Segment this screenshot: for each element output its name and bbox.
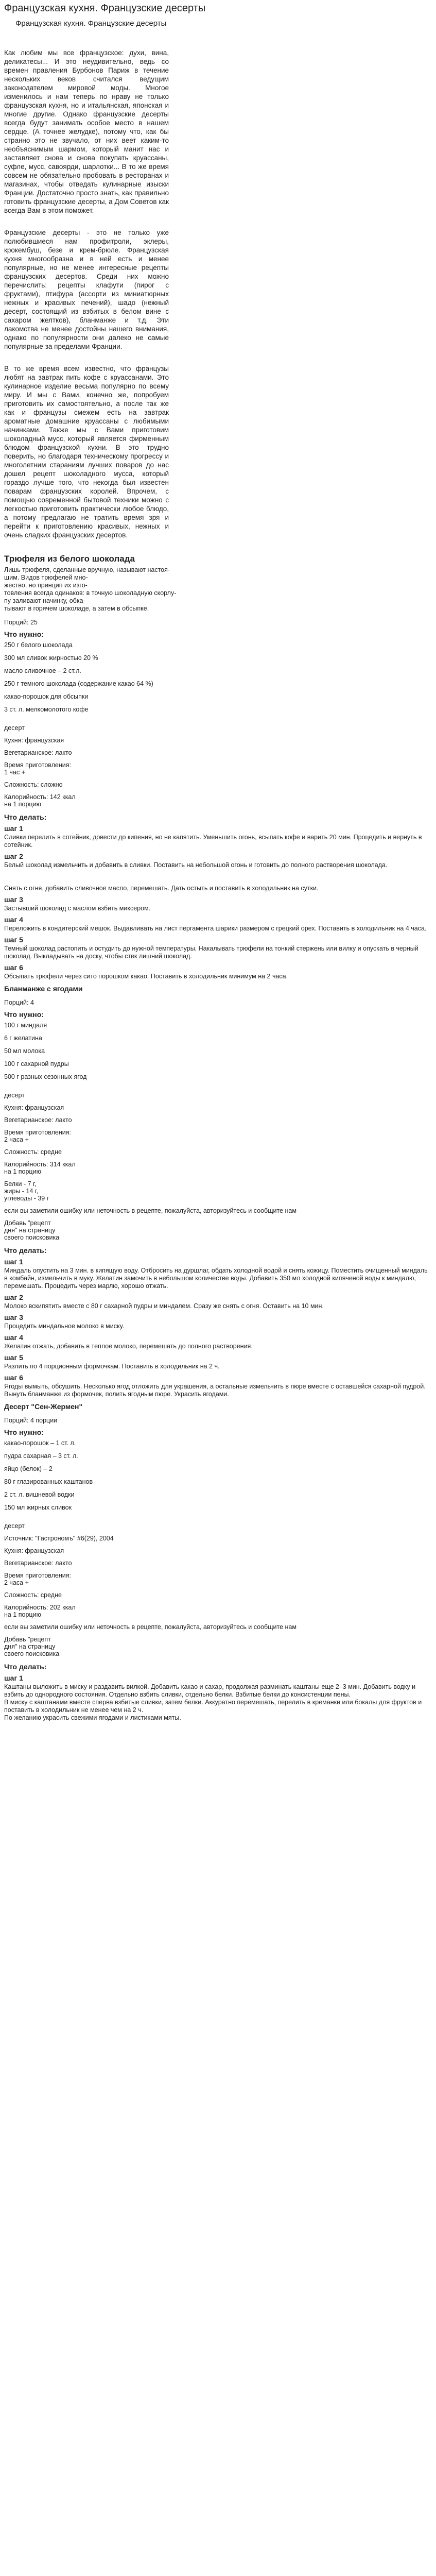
meta-item: Кухня: французская bbox=[4, 737, 64, 744]
step-heading: шаг 4 bbox=[4, 1333, 23, 1342]
meta-item: Белки - 7 г, жиры - 14 г, углеводы - 39 г bbox=[4, 1180, 49, 1202]
ingredient-item: 6 г желатина bbox=[4, 1035, 42, 1042]
step-heading: шаг 6 bbox=[4, 963, 23, 972]
step-heading: шаг 6 bbox=[4, 1374, 23, 1382]
step-heading: шаг 5 bbox=[4, 1353, 23, 1362]
step-text: Молоко вскипятить вместе с 80 г сахарной пудры и миндалем. Сразу же снять с огня. Оставить на 10 мин. bbox=[4, 1302, 324, 1310]
meta-item: десерт bbox=[4, 1522, 25, 1530]
recipe-blancmange bbox=[4, 985, 432, 1398]
ingredients-list bbox=[4, 1439, 432, 1511]
ingredient-item: 300 мл сливок жирностью 20 % bbox=[4, 654, 98, 662]
ingredients-heading: Что нужно: bbox=[4, 1428, 44, 1436]
report-error-link[interactable]: если вы заметили ошибку или неточность в рецепте, пожалуйста, авторизуйтесь и сообщите нам bbox=[4, 1207, 297, 1214]
ingredients-heading: Что нужно: bbox=[4, 630, 44, 638]
portions: Порций: 4 порции bbox=[4, 1417, 58, 1424]
steps-heading: Что делать: bbox=[4, 1246, 47, 1255]
recipe-meta bbox=[4, 1092, 432, 1241]
step-heading: шаг 3 bbox=[4, 1313, 23, 1321]
ingredient-item: 2 ст. л. вишневой водки bbox=[4, 1491, 75, 1498]
ingredients-list bbox=[4, 1022, 432, 1080]
add-recipe-of-day-link[interactable]: Добавь "рецепт дня" на страницу своего поисковика bbox=[4, 1636, 60, 1657]
ingredient-item: пудра сахарная – 3 ст. л. bbox=[4, 1452, 78, 1460]
meta-item: Сложность: сложно bbox=[4, 781, 63, 788]
step-text: Обсыпать трюфели через сито порошком какао. Поставить в холодильник минимум на 2 часа. bbox=[4, 973, 288, 980]
recipe-meta bbox=[4, 1522, 432, 1657]
step-heading: шаг 5 bbox=[4, 936, 23, 944]
step-text: Миндаль опустить на 3 мин. в кипящую воду. Отбросить на дуршлаг, обдать холодной водой и снять кожицу. Поместить очищенный миндаль в комбайн, измельчить в муку. Желатин замочить в небольшом количестве воды. Добавить 350 мл холодной кипяченой воды к миндалю, перемешать. Процедить через марлю, хорошо отжать. bbox=[4, 1267, 428, 1290]
step-text: Сливки перелить в сотейник, довести до кипения, но не капятить. Уменьшить огонь, всыпать кофе и варить 20 мин. Процедить и вернуть в сотейник. bbox=[4, 834, 422, 849]
report-error-link[interactable]: если вы заметили ошибку или неточность в рецепте, пожалуйста, авторизуйтесь и сообщите нам bbox=[4, 1623, 297, 1631]
step-heading: шаг 2 bbox=[4, 852, 23, 860]
step-heading: шаг 4 bbox=[4, 916, 23, 924]
step-heading: шаг 1 bbox=[4, 824, 23, 833]
intro-paragraph: Французские десерты - это не только уже полюбившиеся нам профитроли, эклеры, крокембуш, безе и крем-брюле. Французская кухня многообразна и в ней есть и менее популярные, но не менее интересные рецепты французских десертов. Среди них можно перечислить: рецепты клафути (пирог с фруктами), птифура (ассорти из миниатюрных нежных и красивых печений), шадо (нежный десерт, состоящий из взбитых в белом вине с сахаром желтков), бланманже и т.д. Эти лакомства не менее достойны нашего внимания, однако по популярности они далеко не самые популярные за пределами Франции. bbox=[4, 229, 169, 350]
step-text: Процедить миндальное молоко в миску. bbox=[4, 1323, 125, 1330]
meta-item: десерт bbox=[4, 724, 25, 732]
step-heading: шаг 1 bbox=[4, 1674, 23, 1682]
step-text: Темный шоколад растопить и остудить до нужной температуры. Накалывать трюфели на тонкий стержень или вилку и опускать в черный шоколад. Выкладывать на доску, чтобы стек лишний шоколад. bbox=[4, 945, 418, 960]
recipe-description: Лишь трюфеля, сделанные вручную, называют настоя- щим. Видов трюфелей мно- жество, но принцип их изго- товления всегда одинаков: в точную шоколадную скорлу- пу заливают начинку, обка- тывают в горячем шоколаде, а затем в обсыпке. bbox=[4, 566, 177, 612]
ingredient-item: яйцо (белок) – 2 bbox=[4, 1465, 53, 1472]
ingredient-item: 50 мл молока bbox=[4, 1047, 45, 1055]
page-subtitle: Французская кухня. Французские десерты bbox=[15, 19, 167, 28]
recipe-meta bbox=[4, 724, 432, 808]
steps-heading: Что делать: bbox=[4, 813, 47, 821]
step-text: Белый шоколад измельчить и добавить в сливки. Поставить на небольшой огонь и готовить до полного растворения шоколада. Снять с огня, добавить сливочное масло, перемешать. Дать остыть и поставить в холодильник на сутки. bbox=[4, 861, 388, 892]
steps-list bbox=[4, 824, 432, 980]
meta-item: Кухня: французская bbox=[4, 1104, 64, 1111]
ingredient-item: 80 г глазированных каштанов bbox=[4, 1478, 93, 1485]
step-text: Желатин отжать, добавить в теплое молоко, перемешать до полного растворения. bbox=[4, 1343, 253, 1350]
intro-paragraph: Как любим мы все французское: духи, вина, деликатесы... И это неудивительно, ведь со времен правления Бурбонов Париж в течение нескольких веков считался ведущим законодателем мировой моды. Многое изменилось и нам теперь по нраву не только французская кухня, но и итальянская, японская и многие другие. Однако французские десерты всегда будут занимать особое место в нашем сердце. (А точнее желудке), потому что, как бы странно это не звучало, от них веет каким-то необъяснимым шармом, который манит нас и заставляет снова и снова покупать круассаны, суфле, мусс, савоярди, шарлотки... В то же время совсем не обязательно пробовать в ресторанах и магазинах, чтобы отведать кулинарные изыски Франции. Достаточно просто знать, как правильно готовить французские десерты, а Дом Советов как всегда Вам в этом поможет. bbox=[4, 49, 169, 214]
portions: Порций: 25 bbox=[4, 619, 38, 626]
ingredient-item: 250 г белого шоколада bbox=[4, 641, 73, 649]
step-heading: шаг 1 bbox=[4, 1258, 23, 1266]
steps-heading: Что делать: bbox=[4, 1663, 47, 1671]
meta-item: Кухня: французская bbox=[4, 1547, 64, 1554]
ingredients-heading: Что нужно: bbox=[4, 1010, 44, 1019]
ingredient-item: 100 г миндаля bbox=[4, 1022, 47, 1029]
ingredients-list bbox=[4, 641, 432, 713]
meta-item: десерт bbox=[4, 1092, 25, 1099]
ingredient-item: какао-порошок – 1 ст. л. bbox=[4, 1439, 76, 1447]
ingredient-item: 150 мл жирных сливок bbox=[4, 1504, 72, 1511]
ingredient-item: 3 ст. л. мелкомолотого кофе bbox=[4, 706, 89, 713]
meta-item: Сложность: средне bbox=[4, 1591, 62, 1599]
add-recipe-of-day-link[interactable]: Добавь "рецепт дня" на страницу своего поисковика bbox=[4, 1219, 60, 1241]
step-heading: шаг 2 bbox=[4, 1293, 23, 1301]
ingredient-item: масло сливочное – 2 ст.л. bbox=[4, 667, 81, 674]
meta-item: Источник: "Гастрономъ" #6(29), 2004 bbox=[4, 1535, 114, 1542]
meta-item: Калорийность: 202 ккал на 1 порцию bbox=[4, 1604, 76, 1618]
ingredient-item: 250 г темного шоколада (содержание какао 64 %) bbox=[4, 680, 153, 687]
meta-item: Время приготовления: 1 час + bbox=[4, 761, 72, 776]
meta-item: Время приготовления: 2 часа + bbox=[4, 1129, 72, 1143]
step-text: Застывший шоколад с маслом взбить миксером. bbox=[4, 905, 151, 912]
recipe-title: Десерт "Сен-Жермен" bbox=[4, 1402, 83, 1411]
intro-paragraph: В то же время всем известно, что французы любят на завтрак пить кофе с круассанами. Это кулинарное изделие весьма популярно по всему миру. И мы с Вами, конечно же, попробуем приготовить их самостоятельно, а после так же как и французы смежем есть на завтрак ароматные домашние круассаны с любимыми начинками. Также мы с Вами приготовим шоколадный мусс, который является фирменным блюдом французской кухни. В это трудно поверить, но благодаря техническому прогрессу и многолетним стараниям лучших поваров до нас дошел рецепт шоколадного мусса, который гораздо лучше того, что некогда был известен поварам французских королей. Впрочем, с помощью современной бытовой техники можно с легкостью приготовить практически любое блюдо, а потому предлагаю не тратить время зря и перейти к приготовлению красивых, нежных и очень сладких французских десертов. bbox=[4, 365, 169, 539]
recipe-truffles bbox=[4, 554, 432, 980]
step-text: Разлить по 4 порционным формочкам. Поставить в холодильник на 2 ч. bbox=[4, 1363, 220, 1370]
steps-list bbox=[4, 1258, 432, 1398]
step-text: Ягоды вымыть, обсушить. Несколько ягод отложить для украшения, а остальные измельчить в пюре вместе с оставшейся сахарной пудрой. Вынуть бланманже из формочек, полить ягодным пюре. Украсить ягодами. bbox=[4, 1383, 426, 1398]
meta-item: Сложность: средне bbox=[4, 1148, 62, 1156]
meta-item: Время приготовления: 2 часа + bbox=[4, 1572, 72, 1586]
meta-item: Калорийность: 314 ккал на 1 порцию bbox=[4, 1161, 76, 1175]
portions: Порций: 4 bbox=[4, 999, 34, 1006]
ingredient-item: какао-порошок для обсыпки bbox=[4, 693, 89, 700]
meta-item: Вегетарианское: лакто bbox=[4, 749, 72, 756]
page-title: Французская кухня. Французские десерты bbox=[4, 3, 206, 14]
step-text: Переложить в кондитерский мешок. Выдавливать на лист пергамента шарики размером с грецкий орех. Поставить в холодильник на 4 часа. bbox=[4, 925, 427, 932]
step-text: Каштаны выложить в миску и раздавить вилкой. Добавить какао и сахар, продолжая разминать каштаны еще 2–3 мин. Добавить водку и взбить до однородного состояния. Отдельно взбить сливки, отдельно белки. Взбитые белки до консистенции пены. В миску с каштанами вместе сперва взбитые сливки, затем белки. Аккуратно перемешать, перелить в креманки или бокалы для фруктов и поставить в холодильник не менее чем на 2 ч. По желанию украсить свежими ягодами и листиками мяты. bbox=[4, 1683, 422, 1721]
step-heading: шаг 3 bbox=[4, 895, 23, 904]
recipe-title: Трюфеля из белого шоколада bbox=[4, 554, 135, 564]
recipe-saint-germain bbox=[4, 1402, 432, 1722]
meta-item: Вегетарианское: лакто bbox=[4, 1116, 72, 1124]
meta-item: Вегетарианское: лакто bbox=[4, 1560, 72, 1567]
ingredient-item: 100 г сахарной пудры bbox=[4, 1060, 69, 1067]
steps-list bbox=[4, 1674, 432, 1722]
intro-text bbox=[4, 48, 169, 539]
ingredient-item: 500 г разных сезонных ягод bbox=[4, 1073, 87, 1080]
recipe-title: Бланманже с ягодами bbox=[4, 985, 83, 993]
meta-item: Калорийность: 142 ккал на 1 порцию bbox=[4, 793, 76, 808]
